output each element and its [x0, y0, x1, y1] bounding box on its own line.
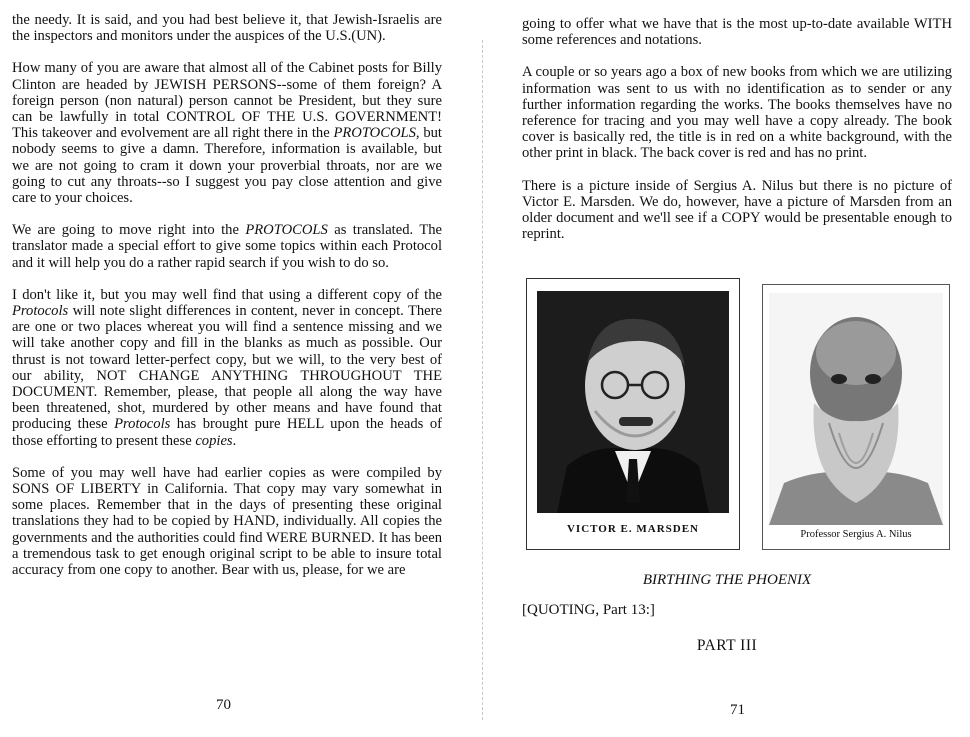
part-heading: PART III [696, 637, 758, 654]
right-page [484, 0, 970, 737]
photo-frame-nilus [762, 284, 950, 550]
paragraph [12, 465, 442, 578]
paragraph [12, 222, 442, 271]
paragraph [522, 16, 952, 48]
left-page [0, 0, 482, 737]
text-run: will note slight differences in content, never in concept. There are one or two places whereat you will find a sentence missing and we will take another copy and fill in the blanks as much as possible. Our thrust is not toward letter-perfect copy, but we will, to the very best of our ability, NOT CHANGE ANYTHING THROUGHOUT THE DOCUMENT. Remember, please, that people all along the way have been threatened, shot, murdered by other means and have found that producing these [12, 303, 442, 433]
paragraph [522, 178, 952, 243]
photo-group [526, 278, 954, 553]
paragraph [12, 287, 442, 449]
text-run: I don't like it, but you may well find that using a different copy of the [12, 286, 442, 303]
text-run: the needy. It is said, and you had best believe it, that Jewish-Israelis are the inspectors and monitors under the auspices of the U.S.(UN). [12, 12, 442, 45]
portrait-photo-icon [769, 293, 943, 525]
text-run: , but nobody seems to give a damn. Therefore, information is available, but we are not going to cram it down your proverbial throats, nor are we going to cut any throats--so I suggest you pay close attention and give care to your choices. [12, 125, 442, 207]
text-run: There is a picture inside of Sergius A. Nilus but there is no picture of Victor E. Marsden. We do, however, have a picture of Marsden from an older document and we'll see if a COPY would be presentable enough to reprint. [522, 177, 952, 243]
photo-caption-nilus: Professor Sergius A. Nilus [800, 529, 912, 540]
italic-text: PROTOCOLS [245, 222, 328, 239]
paragraph [522, 64, 952, 161]
left-page-text [12, 12, 442, 594]
quoting-line: [QUOTING, Part 13:] [522, 602, 655, 618]
text-run: . [232, 432, 237, 449]
paragraph [12, 12, 442, 44]
text-run: We are going to move right into the [12, 222, 246, 239]
paragraph [12, 60, 442, 206]
text-run: How many of you are aware that almost all of the Cabinet posts for Billy Clinton are headed by JEWISH PERSONS--some of them foreign? A foreign person (non natural) person cannot be President, but they sure can be lawfully in total CONTROL OF THE U.S. GOVERNMENT! This takeover and evolvement are all right there in the [12, 60, 442, 142]
italic-text: copies [195, 432, 233, 449]
italic-text: Protocols [114, 416, 171, 433]
italic-text: Protocols [12, 303, 69, 320]
text-run: going to offer what we have that is the most up-to-date available WITH some references and notations. [522, 16, 952, 49]
text-run: has brought pure HELL upon the heads of those efforting to present these [12, 416, 442, 449]
page-number-left: 70 [216, 697, 231, 713]
text-run: Some of you may well have had earlier copies as were compiled by SONS OF LIBERTY in California. That copy may vary somewhat in some places. Remember that in the days of presenting these original translations they had to be copied by HAND, individually. All copies the governments and the authorities could find WERE BURNED. It has been a tremendous task to get enough original script to be able to insure total accuracy from one copy to another. Bear with us, please, for we are [12, 464, 442, 579]
text-run: A couple or so years ago a box of new books from which we are utilizing information was sent to us with no identification as to sender or any further information regarding the works. The books themselves have no reference for tracing and you may well have a copy already. The book cover is basically red, the title is in red on a white background, with the other print in black. The back cover is red and has no print. [522, 64, 952, 162]
italic-text: PROTOCOLS [333, 125, 416, 142]
text-run: as translated. The translator made a special effort to give some topics within each Protocol and it will help you do a rather rapid search if you wish to do so. [12, 222, 443, 271]
photo-caption-marsden: VICTOR E. MARSDEN [566, 523, 699, 535]
portrait-photo-icon [537, 291, 729, 513]
book-title: BIRTHING THE PHOENIX [642, 572, 812, 588]
photo-frame-marsden [526, 278, 740, 550]
right-page-text [522, 16, 952, 258]
page-number-right: 71 [730, 702, 745, 718]
